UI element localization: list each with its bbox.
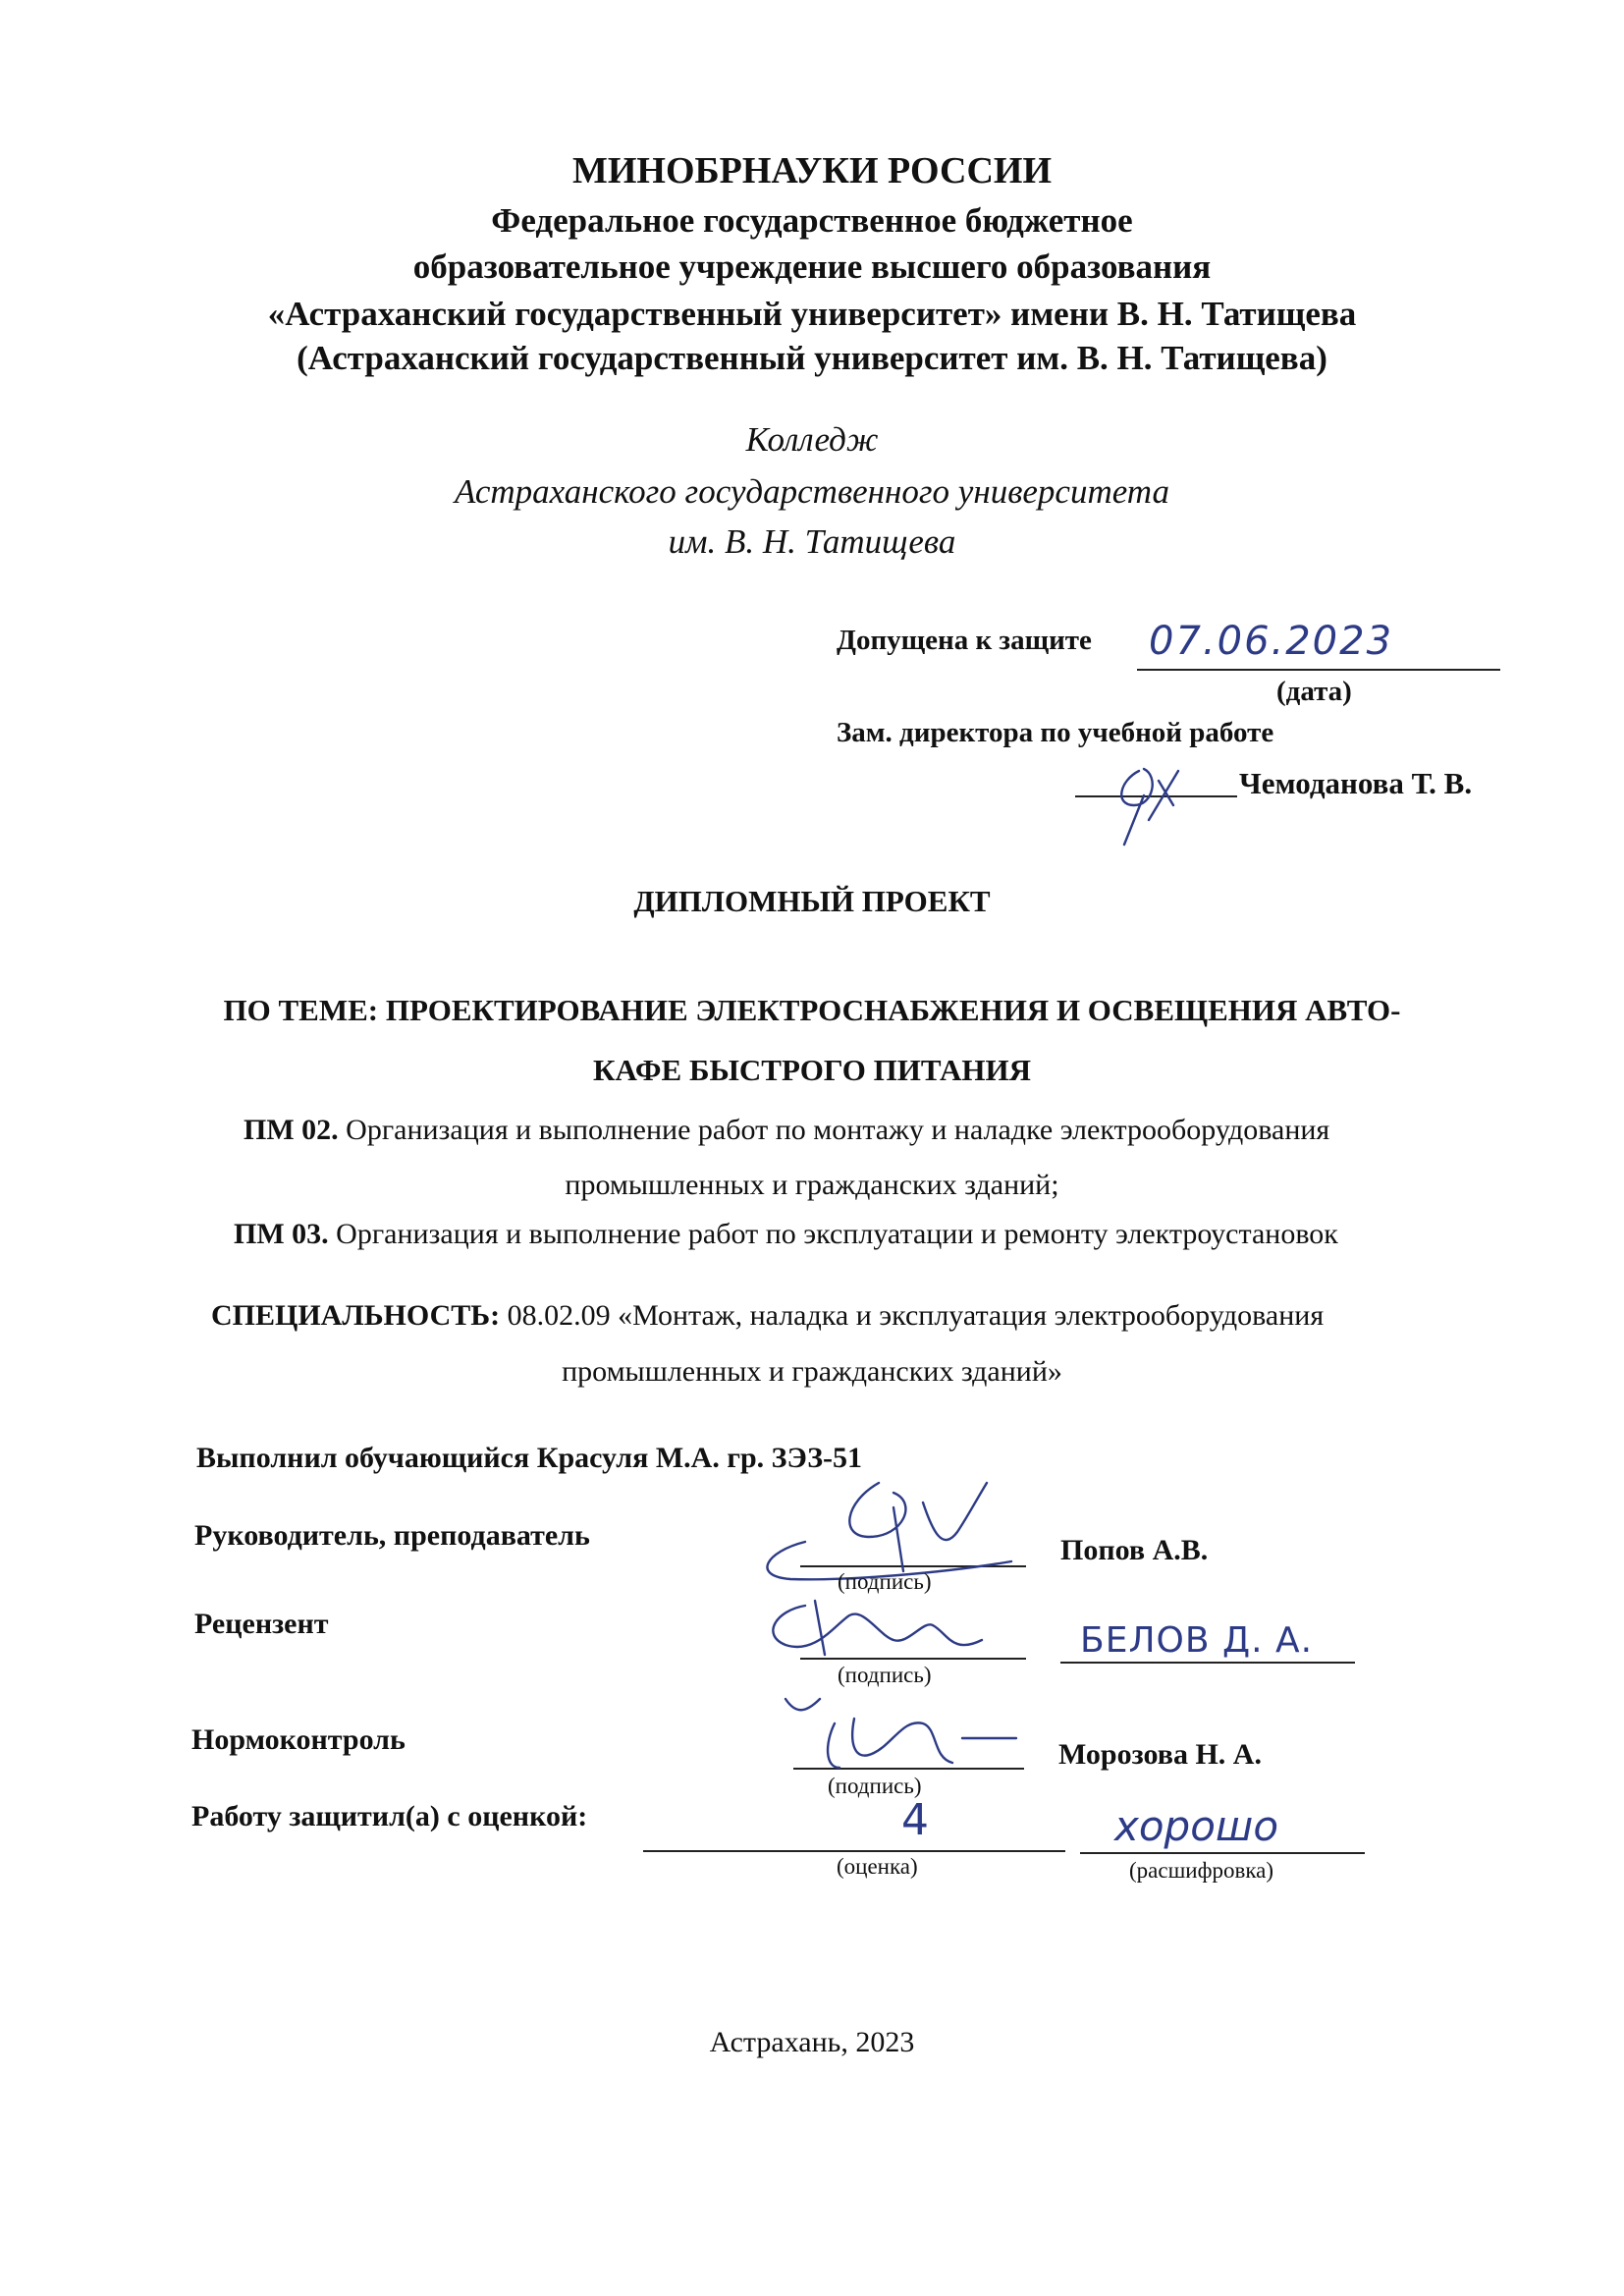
specialty-text-2: промышленных и гражданских зданий» [562, 1355, 1062, 1388]
defended-label: Работу защитил(а) с оценкой: [191, 1800, 588, 1832]
reviewer-name-line [1060, 1662, 1355, 1664]
topic-line-1: ПО ТЕМЕ: ПРОЕКТИРОВАНИЕ ЭЛЕКТРОСНАБЖЕНИЯ И ОСВЕЩЕНИЯ АВТО- [223, 993, 1401, 1027]
normcontrol-label: Нормоконтроль [191, 1723, 406, 1756]
deputy-signature [1090, 751, 1227, 849]
college-line-2: Астраханского государственного университета [454, 472, 1170, 511]
specialty-text: 08.02.09 «Монтаж, наладка и эксплуатация электрооборудования [507, 1299, 1325, 1332]
org-line-4: (Астраханский государственный университет им. В. Н. Татищева) [297, 339, 1327, 377]
supervisor-label: Руководитель, преподаватель [194, 1519, 590, 1552]
topic-line-2: КАФЕ БЫСТРОГО ПИТАНИЯ [592, 1053, 1031, 1087]
supervisor-name: Попов А.В. [1060, 1534, 1209, 1566]
supervisor-signature-caption: (подпись) [838, 1569, 932, 1594]
college-line-3: им. В. Н. Татищева [668, 522, 956, 561]
normcontrol-signature [766, 1684, 1031, 1782]
admitted-date-line [1137, 669, 1500, 671]
specialty-label: СПЕЦИАЛЬНОСТЬ: [211, 1299, 501, 1332]
grade-caption: (оценка) [837, 1854, 918, 1879]
city-year: Астрахань, 2023 [709, 2026, 915, 2058]
grade-line [643, 1850, 1065, 1852]
pm03-text: Организация и выполнение работ по эксплуатации и ремонту электроустановок [336, 1218, 1338, 1250]
deputy-name: Чемоданова Т. В. [1239, 766, 1473, 800]
date-caption: (дата) [1276, 676, 1352, 707]
normcontrol-signature-caption: (подпись) [828, 1774, 922, 1798]
pm02-text: Организация и выполнение работ по монтажу и наладке электрооборудования [346, 1114, 1330, 1146]
pm02-line [244, 1114, 1329, 1147]
org-line-3: «Астраханский государственный университет» имени В. Н. Татищева [267, 295, 1357, 333]
reviewer-signature-caption: (подпись) [838, 1663, 932, 1687]
reviewer-name: БЕЛОВ Д. А. [1080, 1620, 1314, 1661]
pm02-text-2: промышленных и гражданских зданий; [565, 1169, 1059, 1201]
pm03-code: ПМ 03. [234, 1218, 329, 1250]
performer-line: Выполнил обучающийся Красуля М.А. гр. ЗЭЗ-51 [196, 1442, 863, 1474]
normcontrol-name: Морозова Н. А. [1058, 1738, 1262, 1771]
admitted-date: 07.06.2023 [1149, 619, 1394, 664]
reviewer-label: Рецензент [194, 1608, 329, 1640]
org-line-1: Федеральное государственное бюджетное [491, 201, 1133, 240]
grade-text-caption: (расшифровка) [1129, 1858, 1274, 1883]
document-type: ДИПЛОМНЫЙ ПРОЕКТ [633, 884, 991, 918]
college-line-1: Колледж [745, 420, 879, 459]
pm03-line [234, 1218, 1338, 1251]
admitted-label: Допущена к защите [837, 625, 1092, 656]
grade-text: хорошо [1114, 1802, 1279, 1850]
deputy-label: Зам. директора по учебной работе [837, 717, 1274, 748]
specialty-line [211, 1299, 1324, 1333]
pm02-code: ПМ 02. [244, 1114, 339, 1146]
ministry-title: МИНОБРНАУКИ РОССИИ [571, 150, 1053, 191]
grade-value: 4 [901, 1795, 929, 1845]
org-line-2: образовательное учреждение высшего образования [412, 247, 1212, 286]
grade-text-line [1080, 1852, 1365, 1854]
